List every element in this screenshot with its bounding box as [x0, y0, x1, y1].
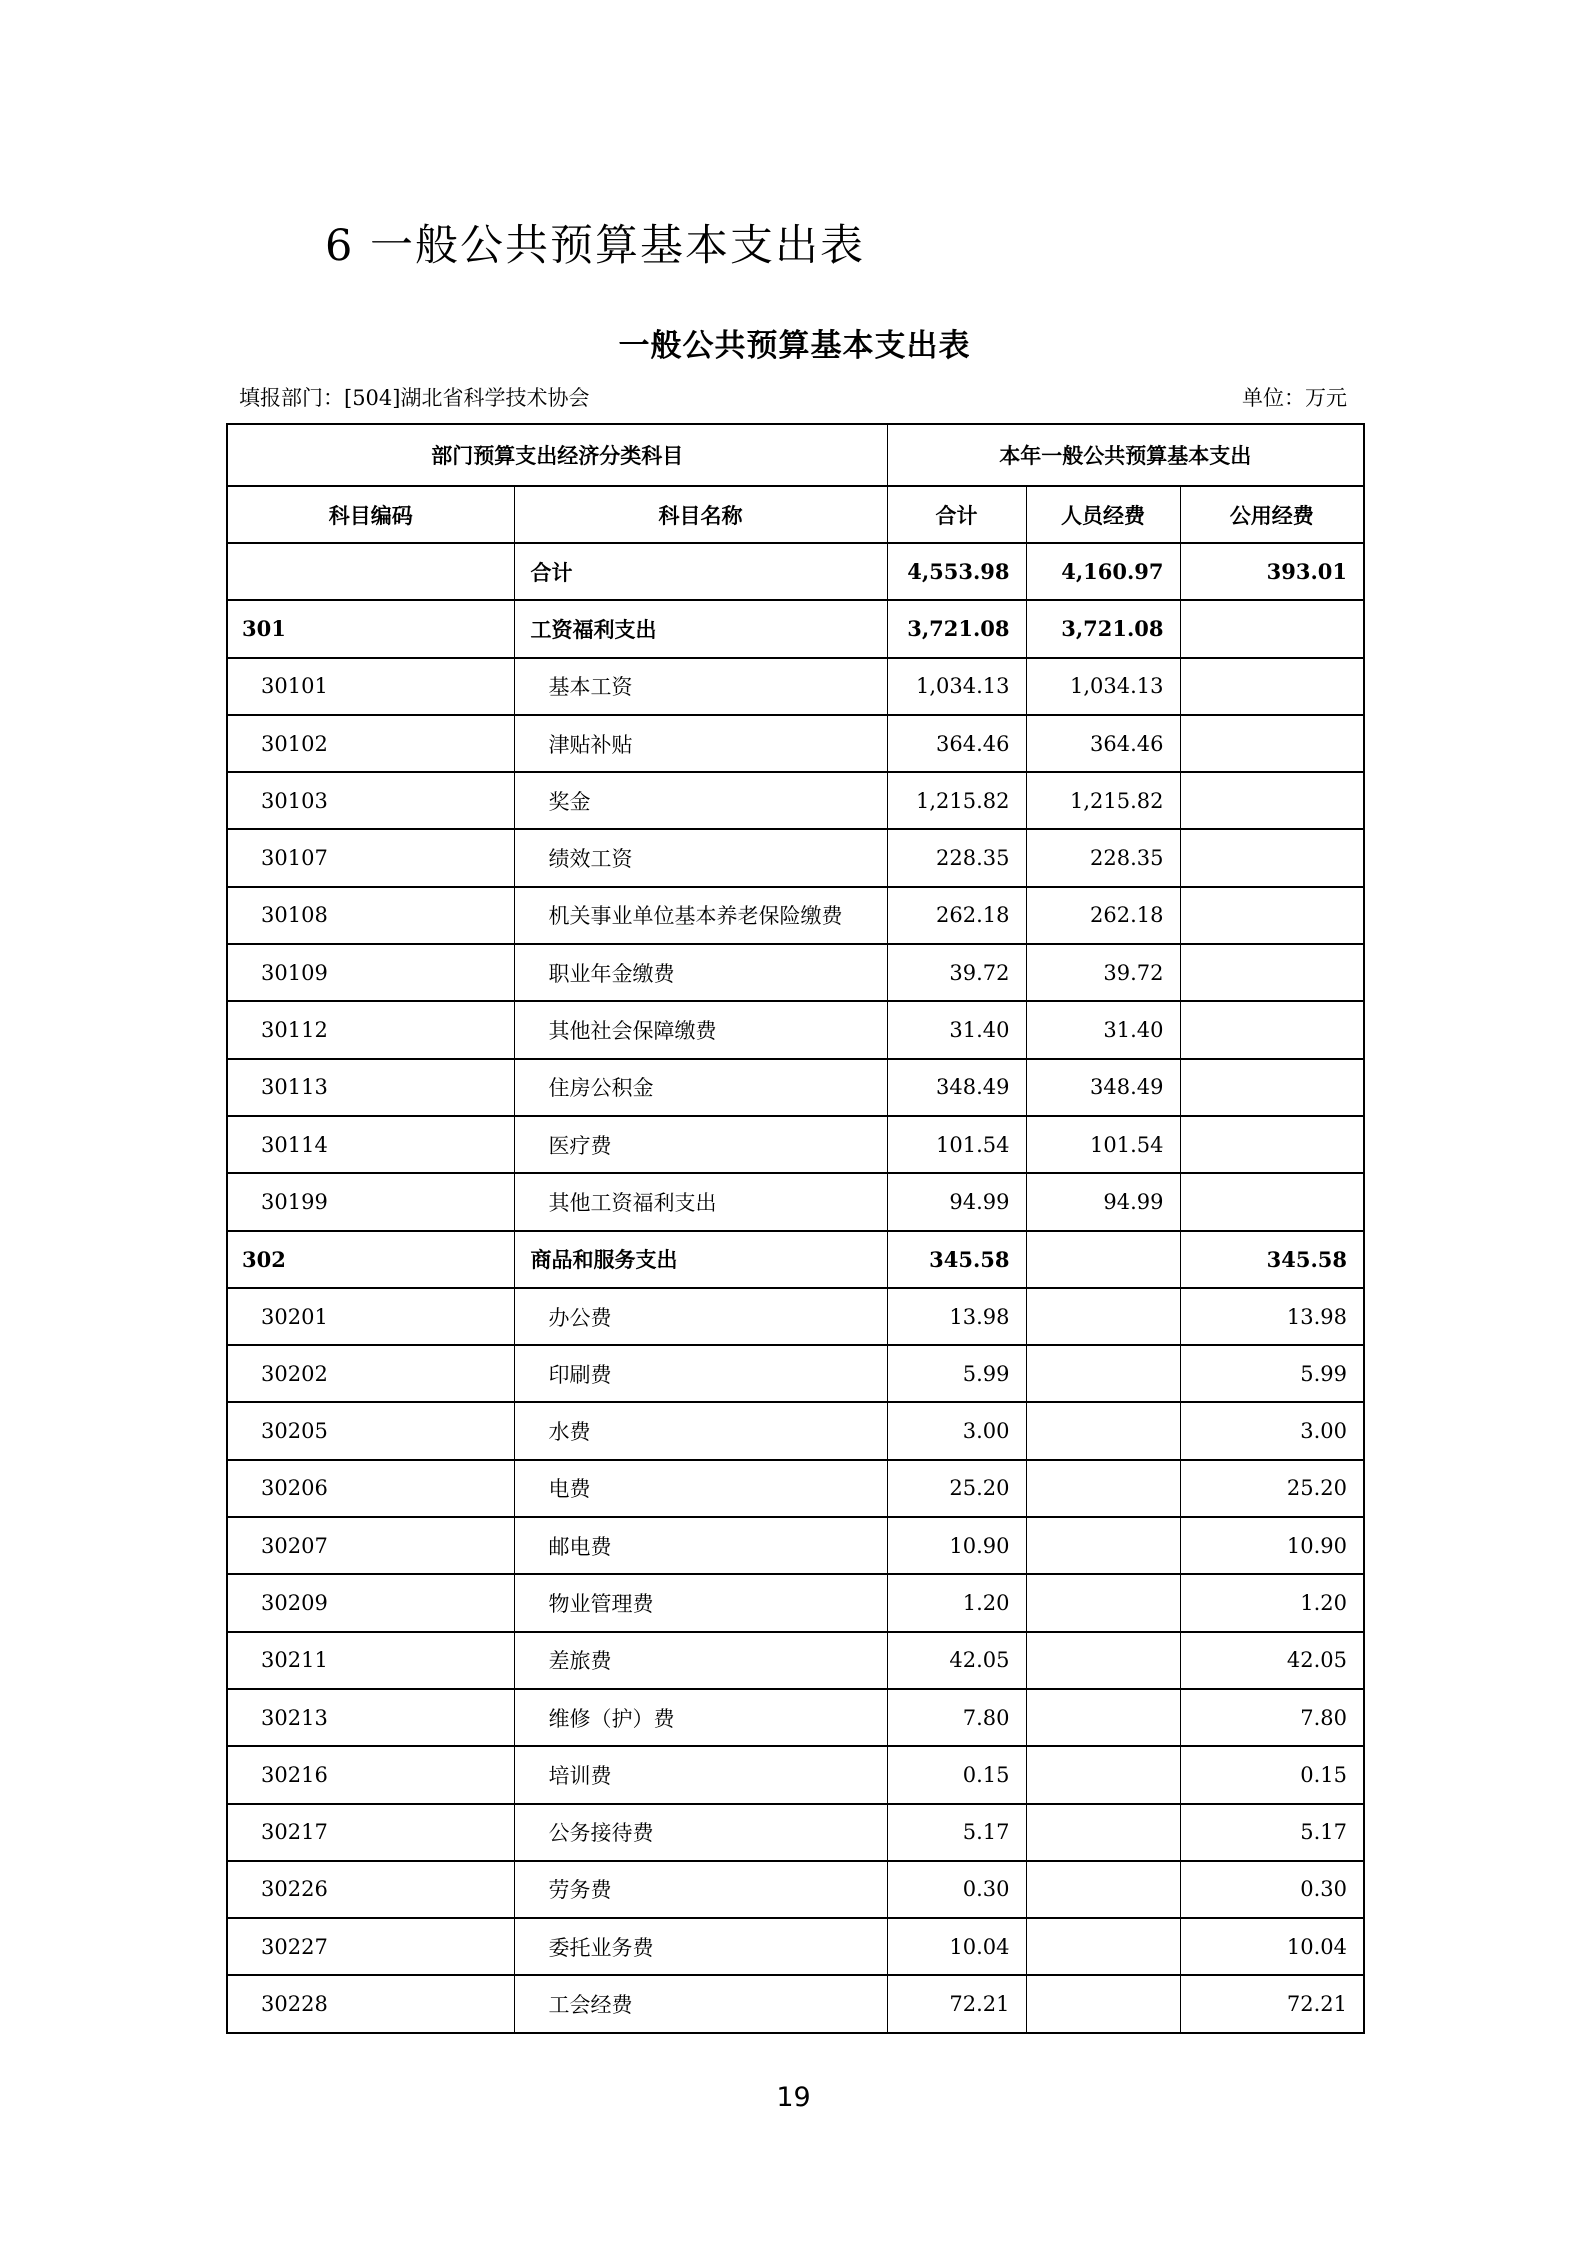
- personnel-cell: [1026, 1632, 1180, 1689]
- header-group-row: [227, 424, 1364, 486]
- personnel-cell: [1026, 1861, 1180, 1918]
- personnel-cell: [1026, 1402, 1180, 1459]
- code-cell: 30226: [227, 1861, 514, 1918]
- doc-heading: 6 一般公共预算基本支出表: [325, 221, 866, 271]
- code-cell: 301: [227, 600, 514, 657]
- total-cell: 39.72: [887, 944, 1026, 1001]
- code-cell: 30216: [227, 1746, 514, 1803]
- table-row: [227, 658, 1364, 715]
- public-cell: 25.20: [1180, 1460, 1364, 1517]
- public-cell: [1180, 1001, 1364, 1058]
- personnel-cell: [1026, 1975, 1180, 2032]
- table-row: [227, 1918, 1364, 1975]
- code-cell: 30228: [227, 1975, 514, 2032]
- total-cell: 345.58: [887, 1231, 1026, 1288]
- table-row: [227, 600, 1364, 657]
- name-cell: 津贴补贴: [514, 715, 887, 772]
- personnel-cell: 348.49: [1026, 1059, 1180, 1116]
- header-group-right: 本年一般公共预算基本支出: [887, 424, 1364, 486]
- column-header-name: 科目名称: [514, 486, 887, 543]
- name-cell: 差旅费: [514, 1632, 887, 1689]
- name-cell: 合计: [514, 543, 887, 600]
- code-cell: 30207: [227, 1517, 514, 1574]
- name-cell: 其他工资福利支出: [514, 1173, 887, 1230]
- code-cell: 30114: [227, 1116, 514, 1173]
- reporting-department: 填报部门：[504]湖北省科学技术协会: [239, 386, 590, 410]
- code-cell: 30199: [227, 1173, 514, 1230]
- public-cell: [1180, 1116, 1364, 1173]
- table-row: [227, 1173, 1364, 1230]
- personnel-cell: [1026, 1746, 1180, 1803]
- code-cell: 30102: [227, 715, 514, 772]
- personnel-cell: [1026, 1517, 1180, 1574]
- name-cell: 邮电费: [514, 1517, 887, 1574]
- public-cell: [1180, 1173, 1364, 1230]
- table-row: [227, 1402, 1364, 1459]
- name-cell: 公务接待费: [514, 1804, 887, 1861]
- page-number: 19: [776, 2082, 811, 2113]
- public-cell: 345.58: [1180, 1231, 1364, 1288]
- public-cell: [1180, 1059, 1364, 1116]
- personnel-cell: 31.40: [1026, 1001, 1180, 1058]
- total-cell: 0.30: [887, 1861, 1026, 1918]
- code-cell: 30227: [227, 1918, 514, 1975]
- public-cell: 10.04: [1180, 1918, 1364, 1975]
- table-row: [227, 1517, 1364, 1574]
- public-cell: [1180, 944, 1364, 1001]
- name-cell: 劳务费: [514, 1861, 887, 1918]
- code-cell: 30112: [227, 1001, 514, 1058]
- total-cell: 364.46: [887, 715, 1026, 772]
- personnel-cell: 1,034.13: [1026, 658, 1180, 715]
- total-cell: 3,721.08: [887, 600, 1026, 657]
- table-row: [227, 1804, 1364, 1861]
- table-row: [227, 1861, 1364, 1918]
- total-cell: 1,215.82: [887, 772, 1026, 829]
- table-row: [227, 1574, 1364, 1631]
- table-row: [227, 1288, 1364, 1345]
- total-cell: 10.90: [887, 1517, 1026, 1574]
- total-cell: 13.98: [887, 1288, 1026, 1345]
- public-cell: 0.30: [1180, 1861, 1364, 1918]
- total-cell: 42.05: [887, 1632, 1026, 1689]
- name-cell: 奖金: [514, 772, 887, 829]
- public-cell: 13.98: [1180, 1288, 1364, 1345]
- personnel-cell: 101.54: [1026, 1116, 1180, 1173]
- code-cell: 30107: [227, 829, 514, 886]
- table-row: [227, 1689, 1364, 1746]
- personnel-cell: 262.18: [1026, 887, 1180, 944]
- name-cell: 基本工资: [514, 658, 887, 715]
- table-row: [227, 715, 1364, 772]
- total-cell: 31.40: [887, 1001, 1026, 1058]
- personnel-cell: 228.35: [1026, 829, 1180, 886]
- public-cell: 42.05: [1180, 1632, 1364, 1689]
- table-row: [227, 543, 1364, 600]
- public-cell: [1180, 887, 1364, 944]
- table-row: [227, 944, 1364, 1001]
- personnel-cell: 3,721.08: [1026, 600, 1180, 657]
- name-cell: 印刷费: [514, 1345, 887, 1402]
- table-row: [227, 1975, 1364, 2032]
- personnel-cell: [1026, 1460, 1180, 1517]
- code-cell: 30108: [227, 887, 514, 944]
- code-cell: 30206: [227, 1460, 514, 1517]
- name-cell: 培训费: [514, 1746, 887, 1803]
- public-cell: [1180, 829, 1364, 886]
- code-cell: 30217: [227, 1804, 514, 1861]
- name-cell: 其他社会保障缴费: [514, 1001, 887, 1058]
- total-cell: 1.20: [887, 1574, 1026, 1631]
- name-cell: 委托业务费: [514, 1918, 887, 1975]
- table-row: [227, 1059, 1364, 1116]
- personnel-cell: [1026, 1345, 1180, 1402]
- total-cell: 3.00: [887, 1402, 1026, 1459]
- public-cell: 393.01: [1180, 543, 1364, 600]
- name-cell: 工资福利支出: [514, 600, 887, 657]
- column-header-total: 合计: [887, 486, 1026, 543]
- total-cell: 1,034.13: [887, 658, 1026, 715]
- code-cell: 30103: [227, 772, 514, 829]
- public-cell: 10.90: [1180, 1517, 1364, 1574]
- personnel-cell: 1,215.82: [1026, 772, 1180, 829]
- public-cell: 0.15: [1180, 1746, 1364, 1803]
- total-cell: 25.20: [887, 1460, 1026, 1517]
- table-title: 一般公共预算基本支出表: [618, 328, 971, 364]
- name-cell: 商品和服务支出: [514, 1231, 887, 1288]
- public-cell: 72.21: [1180, 1975, 1364, 2032]
- total-cell: 262.18: [887, 887, 1026, 944]
- table-row: [227, 829, 1364, 886]
- personnel-cell: [1026, 1804, 1180, 1861]
- personnel-cell: [1026, 1574, 1180, 1631]
- total-cell: 0.15: [887, 1746, 1026, 1803]
- personnel-cell: 39.72: [1026, 944, 1180, 1001]
- budget-table: [226, 423, 1365, 2034]
- name-cell: 工会经费: [514, 1975, 887, 2032]
- name-cell: 职业年金缴费: [514, 944, 887, 1001]
- code-cell: 30211: [227, 1632, 514, 1689]
- name-cell: 机关事业单位基本养老保险缴费: [514, 887, 887, 944]
- table-row: [227, 887, 1364, 944]
- table-row: [227, 1001, 1364, 1058]
- public-cell: 3.00: [1180, 1402, 1364, 1459]
- personnel-cell: [1026, 1288, 1180, 1345]
- code-cell: 30213: [227, 1689, 514, 1746]
- name-cell: 住房公积金: [514, 1059, 887, 1116]
- column-header-row: [227, 486, 1364, 543]
- total-cell: 7.80: [887, 1689, 1026, 1746]
- total-cell: 72.21: [887, 1975, 1026, 2032]
- name-cell: 水费: [514, 1402, 887, 1459]
- total-cell: 10.04: [887, 1918, 1026, 1975]
- personnel-cell: 94.99: [1026, 1173, 1180, 1230]
- total-cell: 4,553.98: [887, 543, 1026, 600]
- personnel-cell: [1026, 1918, 1180, 1975]
- table-row: [227, 1746, 1364, 1803]
- name-cell: 医疗费: [514, 1116, 887, 1173]
- name-cell: 物业管理费: [514, 1574, 887, 1631]
- personnel-cell: [1026, 1231, 1180, 1288]
- total-cell: 5.17: [887, 1804, 1026, 1861]
- code-cell: 30109: [227, 944, 514, 1001]
- code-cell: [227, 543, 514, 600]
- code-cell: 30205: [227, 1402, 514, 1459]
- code-cell: 30101: [227, 658, 514, 715]
- personnel-cell: 364.46: [1026, 715, 1180, 772]
- table-row: [227, 1632, 1364, 1689]
- unit-label: 单位：万元: [1242, 386, 1347, 410]
- public-cell: 7.80: [1180, 1689, 1364, 1746]
- table-row: [227, 1345, 1364, 1402]
- name-cell: 维修（护）费: [514, 1689, 887, 1746]
- personnel-cell: 4,160.97: [1026, 543, 1180, 600]
- total-cell: 348.49: [887, 1059, 1026, 1116]
- public-cell: [1180, 600, 1364, 657]
- table-row: [227, 1460, 1364, 1517]
- public-cell: [1180, 715, 1364, 772]
- name-cell: 绩效工资: [514, 829, 887, 886]
- name-cell: 电费: [514, 1460, 887, 1517]
- public-cell: [1180, 658, 1364, 715]
- personnel-cell: [1026, 1689, 1180, 1746]
- total-cell: 94.99: [887, 1173, 1026, 1230]
- code-cell: 30201: [227, 1288, 514, 1345]
- name-cell: 办公费: [514, 1288, 887, 1345]
- code-cell: 30209: [227, 1574, 514, 1631]
- column-header-personnel: 人员经费: [1026, 486, 1180, 543]
- code-cell: 30113: [227, 1059, 514, 1116]
- total-cell: 5.99: [887, 1345, 1026, 1402]
- code-cell: 30202: [227, 1345, 514, 1402]
- public-cell: 1.20: [1180, 1574, 1364, 1631]
- table-row: [227, 1231, 1364, 1288]
- table-row: [227, 1116, 1364, 1173]
- table-row: [227, 772, 1364, 829]
- code-cell: 302: [227, 1231, 514, 1288]
- public-cell: 5.17: [1180, 1804, 1364, 1861]
- column-header-code: 科目编码: [227, 486, 514, 543]
- header-group-left: 部门预算支出经济分类科目: [227, 424, 887, 486]
- column-header-public: 公用经费: [1180, 486, 1364, 543]
- total-cell: 228.35: [887, 829, 1026, 886]
- public-cell: [1180, 772, 1364, 829]
- total-cell: 101.54: [887, 1116, 1026, 1173]
- public-cell: 5.99: [1180, 1345, 1364, 1402]
